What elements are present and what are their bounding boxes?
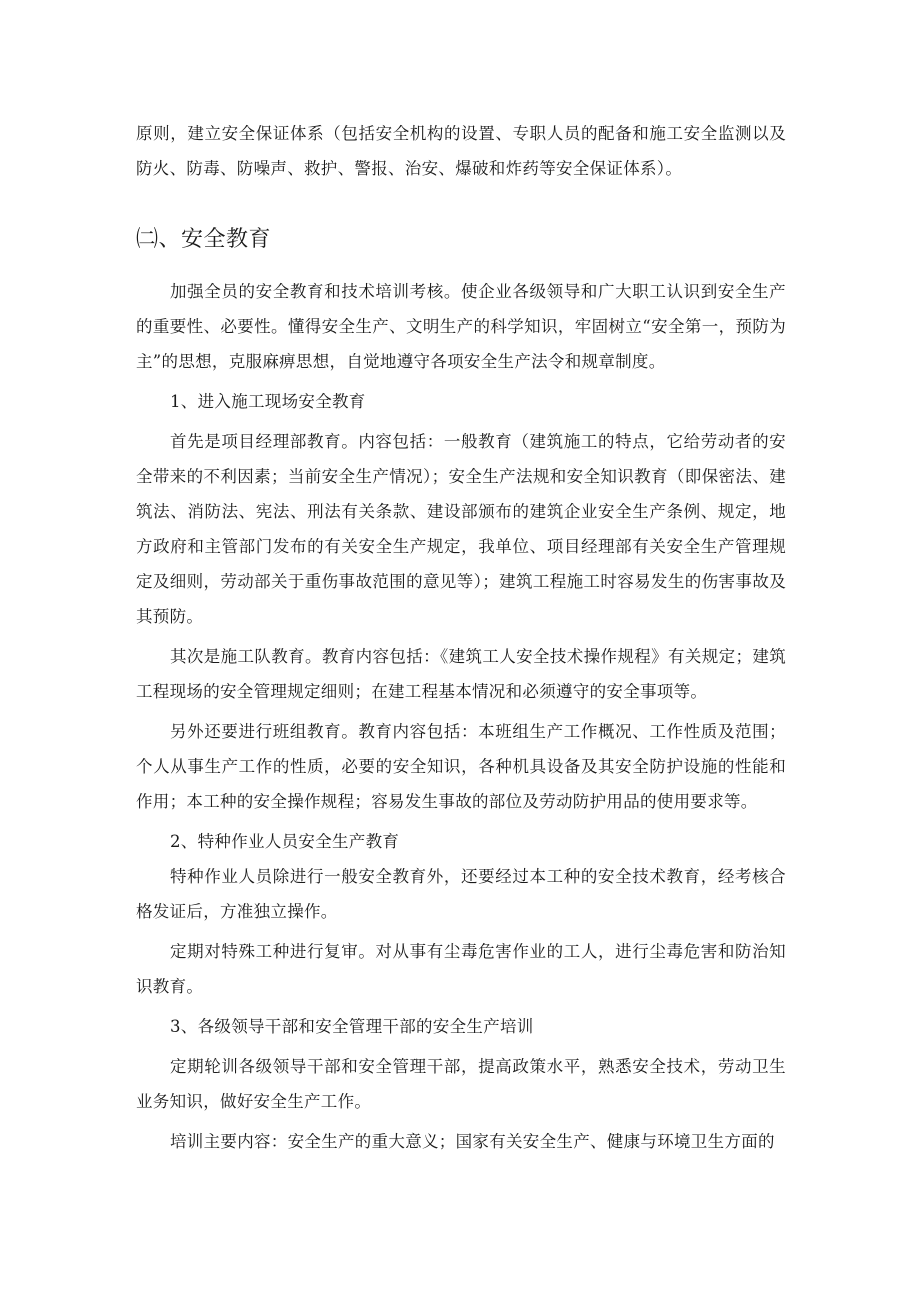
paragraph: 另外还要进行班组教育。教育内容包括：本班组生产工作概况、工作性质及范围；个人从事生产工作的性质，必要的安全知识，各种机具设备及其安全防护设施的性能和作用；本工种的安全操作规程；容易发生事故的部位及劳动防护用品的使用要求等。: [136, 722, 786, 811]
section-heading: ㈡、安全教育: [136, 227, 272, 252]
paragraph: 首先是项目经理部教育。内容包括：一般教育（建筑施工的特点，它给劳动者的安全带来的不利因素；当前安全生产情况）；安全生产法规和安全知识教育（即保密法、建筑法、消防法、宪法、刑法有关条款、建设部颁布的建筑企业安全生产条例、规定，地方政府和主管部门发布的有关安全生产规定，我单位、项目经理部有关安全生产管理规定及细则，劳动部关于重伤事故范围的意见等）；建筑工程施工时容易发生的伤害事故及其预防。: [136, 432, 786, 626]
paragraph: 定期轮训各级领导干部和安全管理干部，提高政策水平，熟悉安全技术，劳动卫生业务知识，做好安全生产工作。: [136, 1057, 786, 1111]
paragraph: 加强全员的安全教育和技术培训考核。使企业各级领导和广大职工认识到安全生产的重要性、必要性。懂得安全生产、文明生产的科学知识，牢固树立“安全第一，预防为主”的思想，克服麻痹思想，自觉地遵守各项安全生产法令和规章制度。: [136, 282, 786, 371]
paragraph: 培训主要内容：安全生产的重大意义；国家有关安全生产、健康与环境卫生方面的: [170, 1132, 775, 1151]
subheading: 2、特种作业人员安全生产教育: [170, 832, 400, 851]
subheading: 3、各级领导干部和安全管理干部的安全生产培训: [170, 1017, 534, 1036]
paragraph: 定期对特殊工种进行复审。对从事有尘毒危害作业的工人，进行尘毒危害和防治知识教育。: [136, 942, 786, 996]
subheading: 1、进入施工现场安全教育: [170, 392, 366, 411]
intro-paragraph: 原则，建立安全保证体系（包括安全机构的设置、专职人员的配备和施工安全监测以及防火、防毒、防噪声、救护、警报、治安、爆破和炸药等安全保证体系）。: [136, 124, 786, 178]
paragraph: 其次是施工队教育。教育内容包括：《建筑工人安全技术操作规程》有关规定；建筑工程现场的安全管理规定细则；在建工程基本情况和必须遵守的安全事项等。: [136, 647, 786, 701]
document-body: [136, 116, 786, 1159]
paragraph: 特种作业人员除进行一般安全教育外，还要经过本工种的安全技术教育，经考核合格发证后，方准独立操作。: [136, 867, 786, 921]
